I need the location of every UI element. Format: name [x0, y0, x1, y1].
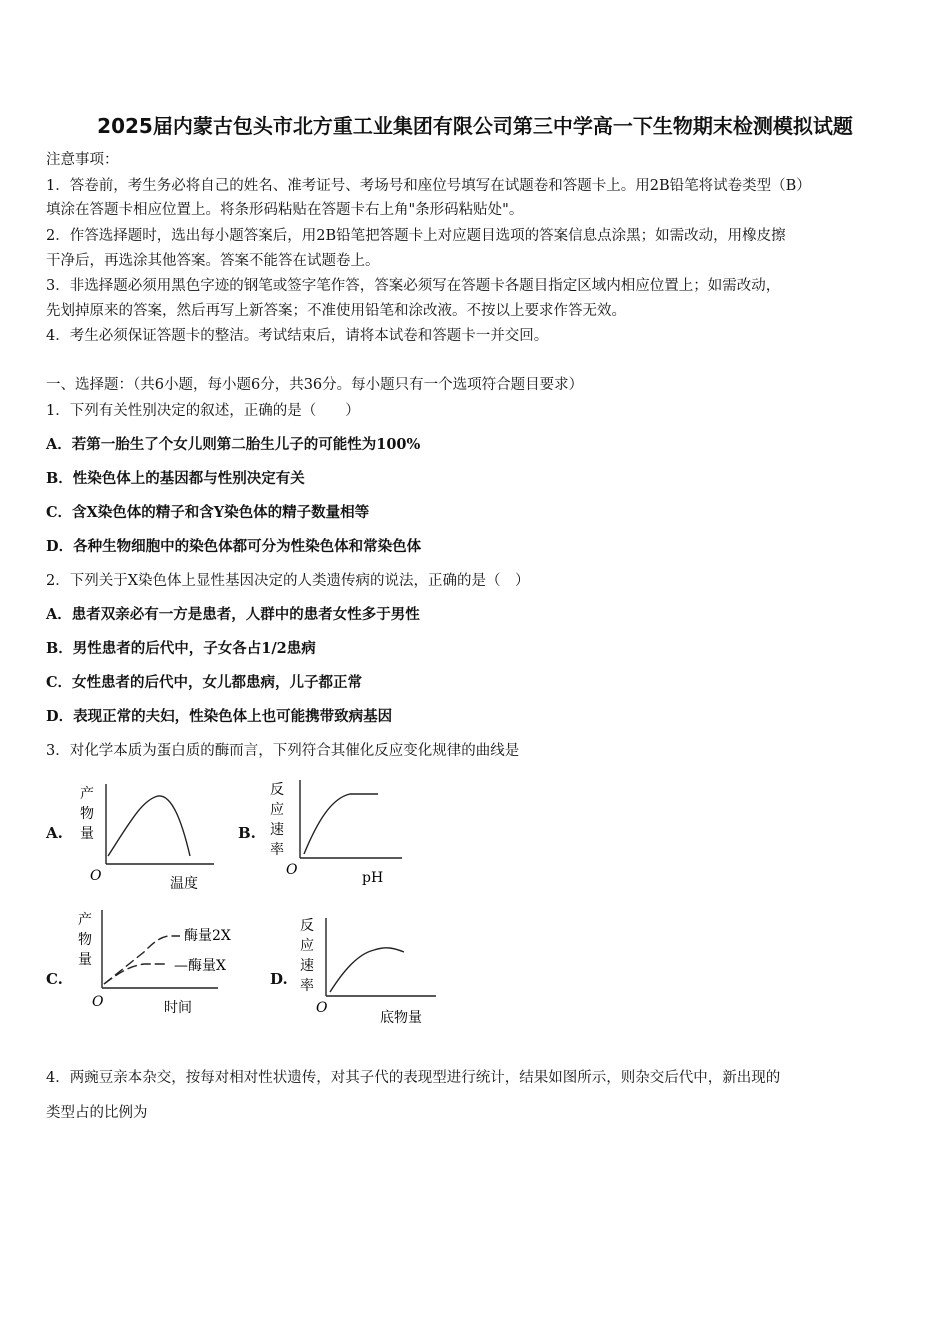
figure-d-curve	[330, 948, 404, 992]
question-4-line2: 类型占的比例为	[46, 1105, 148, 1121]
figure-b-origin: O	[286, 862, 298, 878]
q1-option-b: B．性染色体上的基因都与性别决定有关	[46, 470, 305, 487]
figure-b-ylabel: 率	[270, 842, 284, 858]
q2-option-c: C．女性患者的后代中，女儿都患病，儿子都正常	[46, 674, 363, 691]
figure-a-graph	[72, 782, 222, 892]
figure-d-ylabel: 应	[300, 938, 314, 954]
question-1-stem: 1．下列有关性别决定的叙述，正确的是（ ）	[46, 403, 360, 419]
figure-d-graph	[296, 912, 446, 1028]
figure-d-origin: O	[316, 1000, 328, 1016]
figure-b-curve	[304, 794, 378, 854]
figure-a-xlabel: 温度	[170, 876, 198, 892]
figure-b-graph	[266, 776, 406, 888]
figure-a-label: A.	[46, 824, 63, 842]
q1-option-a: A．若第一胎生了个女儿则第二胎生儿子的可能性为100%	[46, 436, 421, 453]
question-4-line1: 4．两豌豆亲本杂交，按每对相对性状遗传，对其子代的表现型进行统计，结果如图所示，则杂交后代中，新出现的	[46, 1070, 781, 1086]
figure-c-ylabel: 产	[78, 912, 92, 928]
q2-option-d: D．表现正常的夫妇，性染色体上也可能携带致病基因	[46, 708, 393, 725]
notice-line: 1．答卷前，考生务必将自己的姓名、准考证号、考场号和座位号填写在试题卷和答题卡上。用2B铅笔将试卷类型（B）	[46, 178, 811, 194]
figure-c-xlabel: 时间	[164, 1000, 192, 1016]
figure-d-ylabel: 率	[300, 978, 314, 994]
figure-a-curve	[108, 796, 190, 856]
figure-b-ylabel: 反	[270, 782, 284, 798]
q1-option-d: D．各种生物细胞中的染色体都可分为性染色体和常染色体	[46, 538, 422, 555]
page-title: 2025届内蒙古包头市北方重工业集团有限公司第三中学高一下生物期末检测模拟试题	[97, 114, 853, 138]
figure-c-ylabel: 物	[78, 932, 92, 948]
figure-c-dash: —	[174, 958, 188, 974]
figure-a-ylabel: 量	[80, 826, 94, 842]
section-heading: 一、选择题：（共6小题，每小题6分，共36分。每小题只有一个选项符合题目要求）	[46, 377, 584, 393]
notice-heading: 注意事项：	[46, 152, 119, 168]
notice-line: 填涂在答题卡相应位置上。将条形码粘贴在答题卡右上角"条形码粘贴处"。	[46, 202, 524, 218]
figure-d-ylabel: 反	[300, 918, 314, 934]
q2-option-b: B．男性患者的后代中，子女各占1/2患病	[46, 640, 316, 657]
figure-c-label: C.	[46, 970, 63, 988]
figure-a-ylabel: 物	[80, 806, 94, 822]
figure-b-ylabel: 速	[270, 822, 284, 838]
figure-b-xlabel: pH	[362, 870, 384, 886]
question-3-stem: 3．对化学本质为蛋白质的酶而言，下列符合其催化反应变化规律的曲线是	[46, 743, 520, 759]
figure-c-graph	[72, 908, 252, 1020]
figure-a-ylabel: 产	[80, 786, 94, 802]
figure-b-ylabel: 应	[270, 802, 284, 818]
notice-line: 4．考生必须保证答题卡的整洁。考试结束后，请将本试卷和答题卡一并交回。	[46, 328, 549, 344]
figure-d-xlabel: 底物量	[380, 1010, 422, 1026]
notice-line: 3．非选择题必须用黑色字迹的钢笔或签字笔作答，答案必须写在答题卡各题目指定区域内相应位置上；如需改动，	[46, 278, 781, 294]
q1-option-c: C．含X染色体的精子和含Y染色体的精子数量相等	[46, 504, 370, 521]
question-2-stem: 2．下列关于X染色体上显性基因决定的人类遗传病的说法，正确的是（ ）	[46, 573, 530, 589]
figure-d-label: D.	[270, 970, 288, 988]
figure-c-curve-x	[104, 964, 168, 984]
figure-c-curve2-label: 酶量X	[188, 958, 226, 974]
figure-c-curve-2x	[104, 936, 180, 984]
notice-line: 干净后，再选涂其他答案。答案不能答在试题卷上。	[46, 253, 380, 269]
figure-c-origin: O	[92, 994, 104, 1010]
notice-line: 2．作答选择题时，选出每小题答案后，用2B铅笔把答题卡上对应题目选项的答案信息点涂黑；如需改动，用橡皮擦	[46, 228, 786, 244]
figure-c-curve1-label: 酶量2X	[184, 928, 231, 944]
figure-b-label: B.	[238, 824, 256, 842]
figure-c-ylabel: 量	[78, 952, 92, 968]
figure-a-origin: O	[90, 868, 102, 884]
figure-d-ylabel: 速	[300, 958, 314, 974]
q2-option-a: A．患者双亲必有一方是患者，人群中的患者女性多于男性	[46, 606, 420, 623]
notice-line: 先划掉原来的答案，然后再写上新答案；不准使用铅笔和涂改液。不按以上要求作答无效。	[46, 303, 626, 319]
